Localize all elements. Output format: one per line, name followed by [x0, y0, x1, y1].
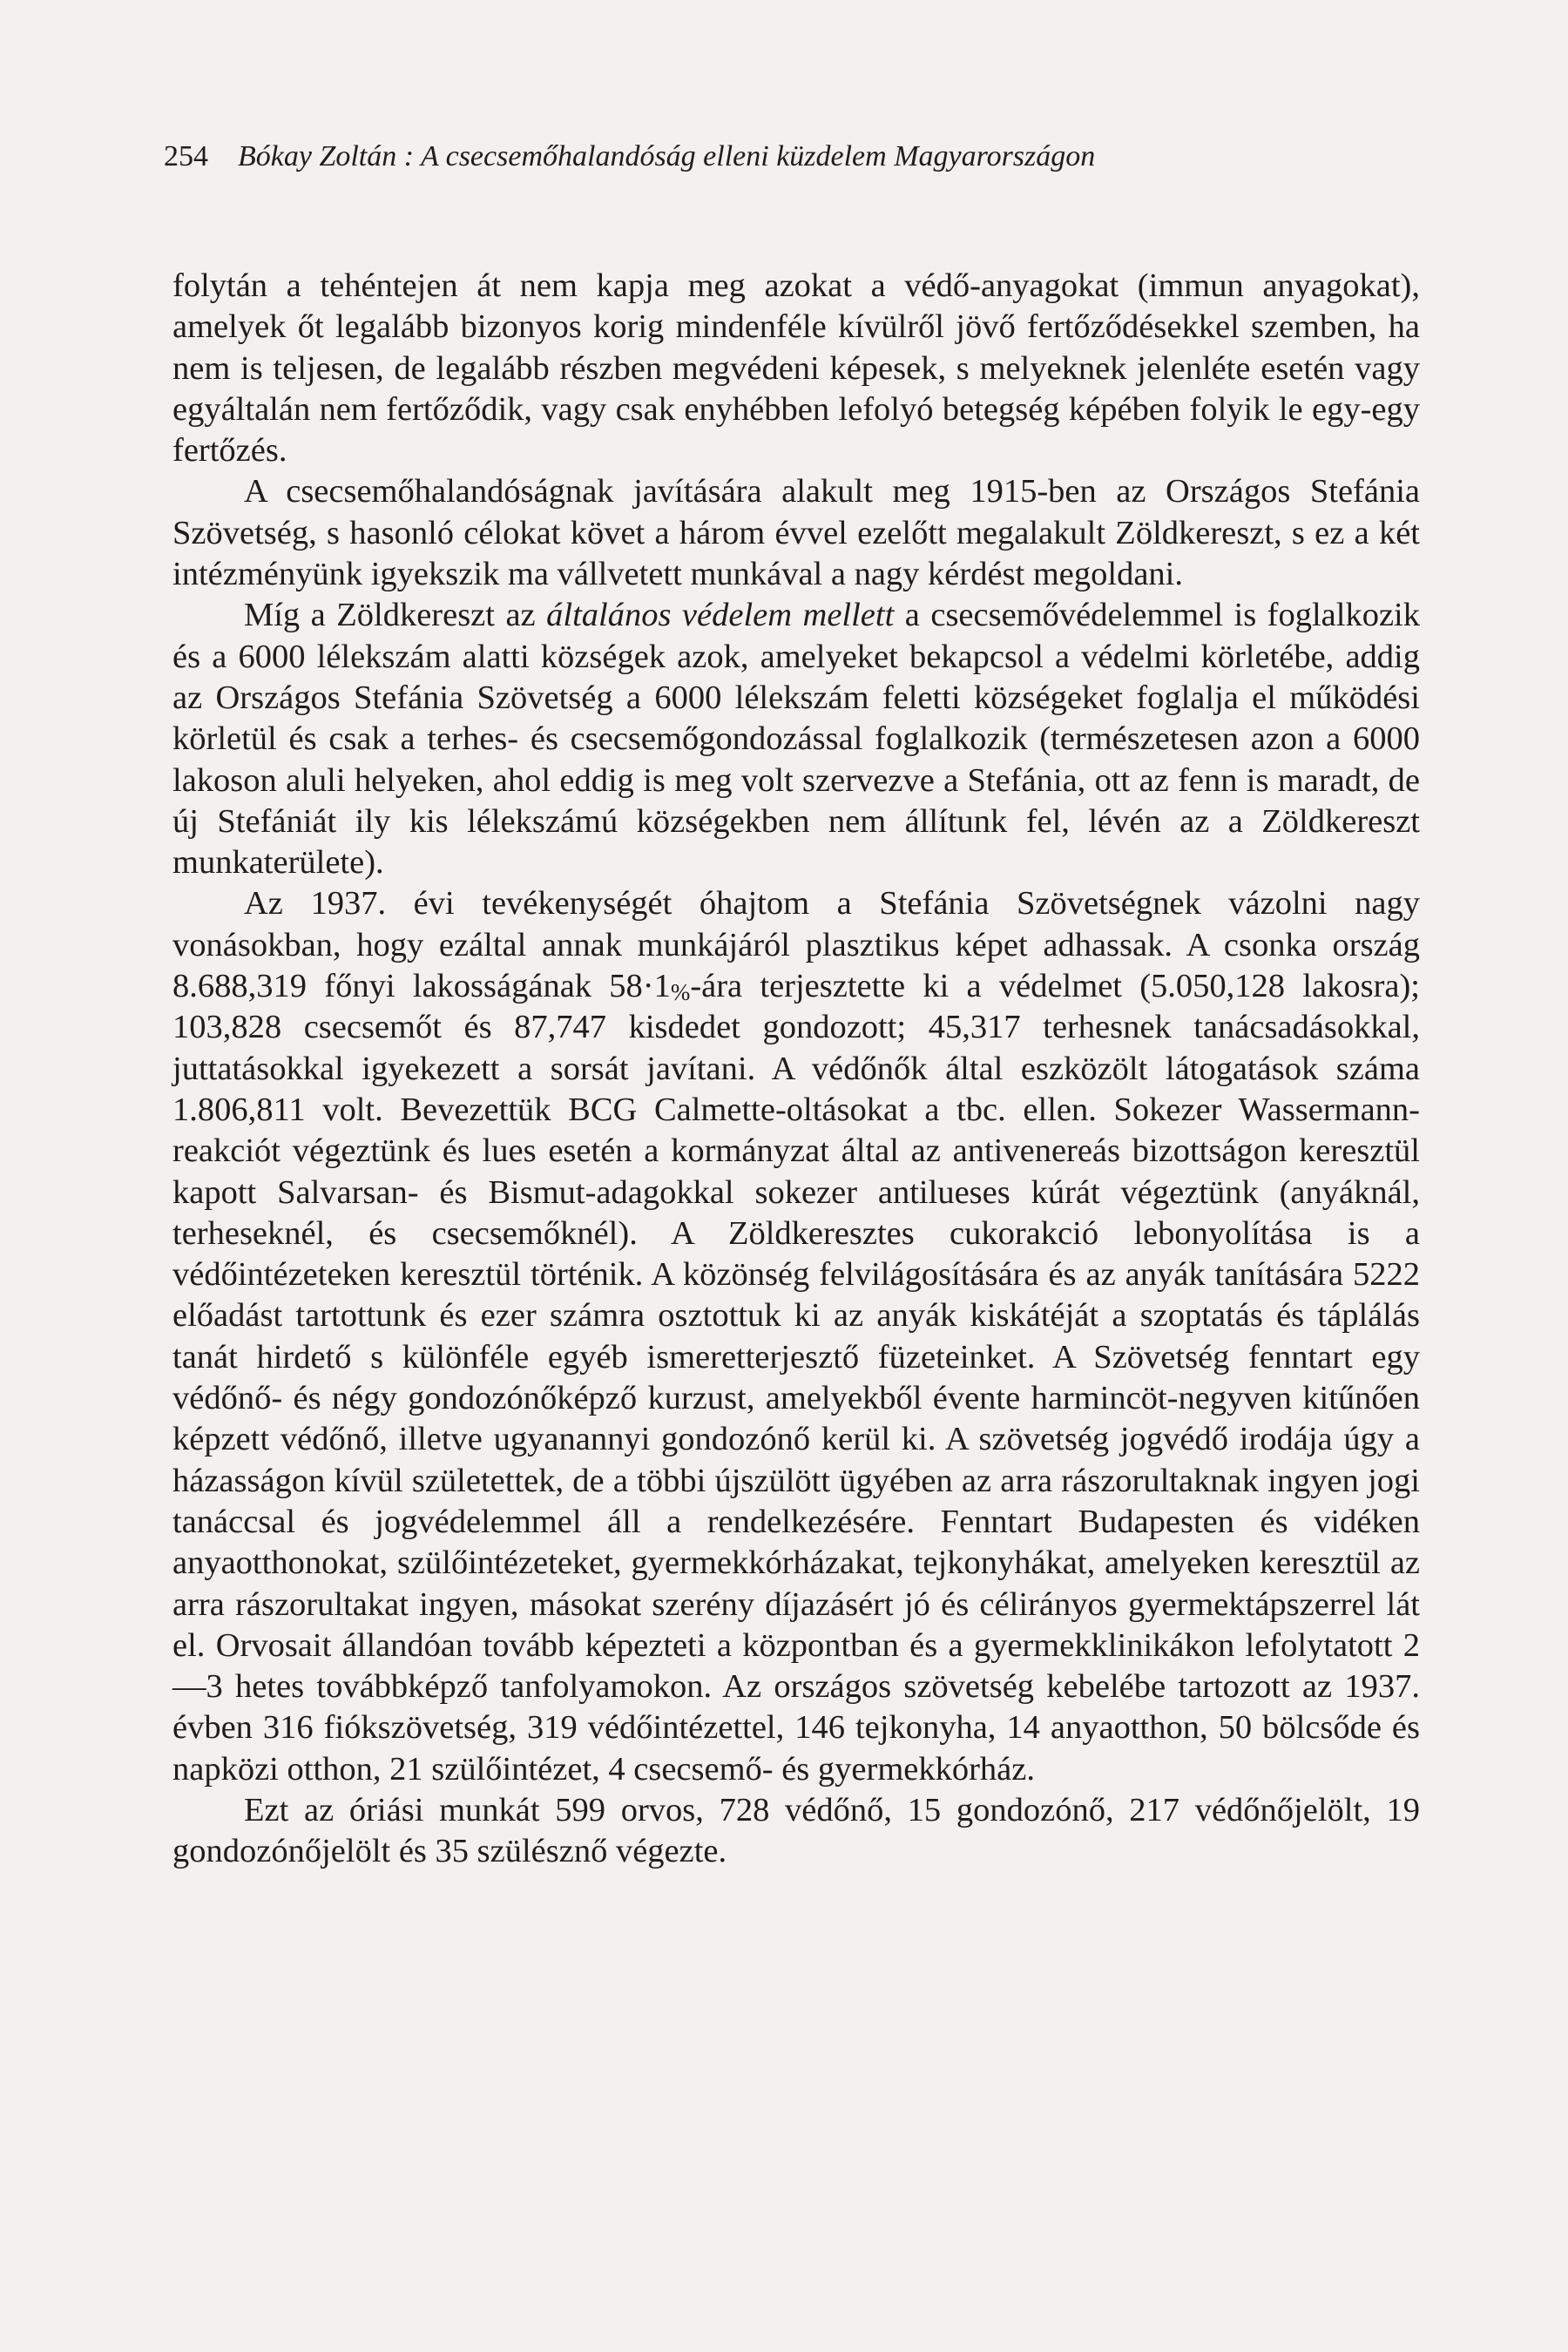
paragraph-4-end: -ára terjesztette ki a védelmet (5.050,128 lakosra); 103,828 csecsemőt és 87,747 kisdedet gondozott; 45,317 terhesnek tanácsadásokkal, juttatásokkal igyekezett a sorsát javítani. A védőnők által eszközölt látogatások száma 1.806,811 volt. Bevezettük BCG Calmette-oltásokat a tbc. ellen. Sokezer Wassermann-reakciót végeztünk és lues esetén a kormányzat által az antivenereás bizottságon keresztül kapott Salvarsan- és Bismut-adagokkal sokezer antilueses kúrát végeztünk (anyáknál, terheseknél, és csecsemőknél). A Zöldkeresztes cukorakció lebonyolítása is a védőintézeteken keresztül történik. A közönség felvilágosítására és az anyák tanítására 5222 előadást tartottunk és ezer számra osztottuk ki az anyák kiskátéját a szoptatás és táplálás tanát hirdető s különféle egyéb ismeretterjesztő füzeteinket. A Szövetség fenntart egy védőnő- és négy gondozónőképző kurzust, amelyekből évente harmincöt-negyven kitűnően képzett védőnő, illetve ugyanannyi gondozónő kerül ki. A szövetség jogvédő irodája úgy a házasságon kívül születettek, de a többi újszülött ügyében az arra rászorultaknak ingyen jogi tanáccsal és jogvédelemmel áll a rendelkezésére. Fenntart Budapesten és vidéken anyaotthonokat, szülőintézeteket, gyermekkórházakat, tejkonyhákat, amelyeken keresztül az arra rászorultakat ingyen, másokat szerény díjazásért jó és célirányos gyermektápszerrel lát el. Orvosait állandóan tovább képezteti a központban és a gyermekklinikákon lefolytatott 2—3 hetes továbbképző tanfolyamokon. Az országos szövetség kebelébe tartozott az 1937. évben 316 fiókszövetség, 319 védőintézettel, 146 tejkonyha, 14 anyaotthon, 50 bölcsőde és napközi otthon, 21 szülőintézet, 4 csecsemő- és gyermekkórház. [172, 968, 1420, 1788]
running-header [164, 138, 1401, 176]
paragraph-5: Ezt az óriási munkát 599 orvos, 728 védőnő, 15 gondozónő, 217 védőnőjelölt, 19 gondozónőjelölt és 35 szülésznő végezte. [172, 1791, 1420, 1870]
paragraph-3-end: a csecsemővédelemmel is foglalkozik és a 6000 lélekszám alatti községek azok, amelyeket bekapcsol a védelmi körletébe, addig az Országos Stefánia Szövetség a 6000 lélekszám feletti községeket foglalja el működési körletül és csak a terhes- és csecsemőgondozással foglalkozik (természetesen azon a 6000 lakoson aluli helyeken, ahol eddig is meg volt szervezve a Stefánia, ott az fenn is maradt, de új Stefániát ily kis lélekszámú községekben nem állítunk fel, lévén az a Zöldkereszt munkaterülete). [172, 597, 1420, 882]
paragraph-4 [172, 883, 1420, 1790]
body-text [172, 266, 1420, 1873]
page-number: 254 [164, 140, 208, 172]
percent-sign: % [670, 979, 691, 1006]
paragraph-1: folytán a tehéntejen át nem kapja meg azokat a védő-anyagokat (immun anyagokat), amelyek őt legalább bizonyos korig mindenféle kívülről jövő fertőződésekkel szemben, ha nem is teljesen, de legalább részben megvédeni képesek, s melyeknek jelenléte esetén vagy egyáltalán nem fertőződik, vagy csak enyhébben lefolyó betegség képében folyik le egy-egy fertőzés. [172, 267, 1420, 470]
paragraph-4-start: Az 1937. évi tevékenységét óhajtom a Stefánia Szövetségnek vázolni nagy vonásokban, hogy ezáltal annak munkájáról plasztikus képet adhassak. A csonka ország 8.688,319 főnyi lakosságának 58·1 [172, 885, 1420, 1005]
paragraph-3-italic: általános védelem mellett [546, 597, 895, 634]
paragraph-3 [172, 595, 1420, 883]
running-title: Bókay Zoltán : A csecsemőhalandóság elleni küzdelem Magyarországon [238, 140, 1096, 172]
paragraph-2: A csecsemőhalandóságnak javítására alakult meg 1915-ben az Országos Stefánia Szövetség, s hasonló célokat követ a három évvel ezelőtt megalakult Zöldkereszt, s ez a két intézményünk igyekszik ma vállvetett munkával a nagy kérdést megoldani. [172, 473, 1420, 593]
paragraph-3-start: Míg a Zöldkereszt az [244, 597, 547, 634]
